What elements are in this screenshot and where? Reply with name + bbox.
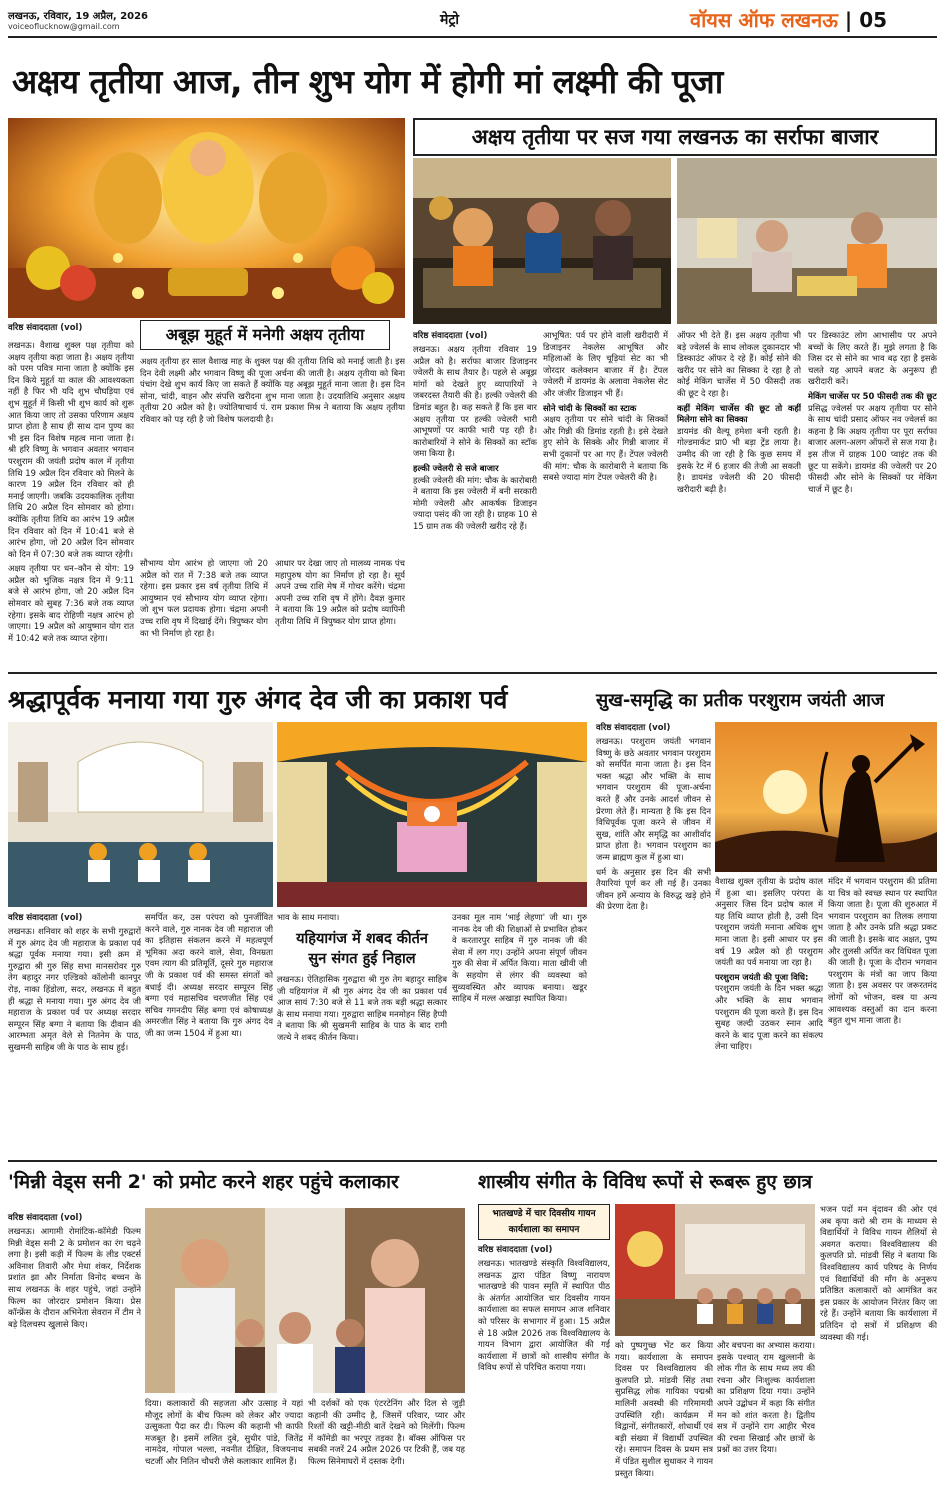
- laxmi-puja-image: [8, 118, 405, 318]
- sarafa-col1b-text: हल्की ज्वेलरी की मांग: चौक के कारोबारी ने बताया कि इस ज्वेलरी में बनी सरकारी मोमी ज्वेलरी और आकर्षक डिजाइन ज्यादा पसंद की जा रही है। ग्राहक 10 से 15 ग्राम तक की ज्वेलरी खरीद रहे हैं।: [413, 474, 537, 531]
- lead-col1-text: लखनऊ। वैशाख शुक्ल पक्ष तृतीया को अक्षय तृतीया कहा जाता है। अक्षय तृतीया को परम पवित्र माना जाता है क्योंकि इस दिन किये मुहूर्त या काल की आवश्यकता नहीं है फिर भी यदि शुभ चौघड़िया एवं शुभ मुहूर्त में किसी भी शुभ कार्य को शुरू आत किया जाए तो उसका परिणाम अक्षय प्राप्त होता है साथ ही साथ दान पुण्य का भी इस दिन विशेष महत्व माना जाता है। श्री हरि विष्णु के भगवान अवतार भगवान परशुराम की जयंती प्रदोष काल में तृतीया तिथि 19 अप्रैल दिन रविवार को मिलने के कारण 19 अप्रैल दिन रविवार को ही मनाई जाएगी। जबकि उदयकालिक तृतीया तिथि 20 अप्रैल दिन सोमवार को होगा। क्योंकि तृतीया तिथि का आरंभ 19 अप्रैल दिन रविवार को दिन में 10:41 बजे से आरंभ होगा, जो 20 अप्रैल दिन सोमवार को दिन में 07:30 बजे तक व्याप्त रहेगी।: [8, 340, 134, 559]
- sarafa-byline: वरिष्ठ संवाददाता (vol): [413, 331, 488, 341]
- music-col2: को पुष्पगुच्छ भेंट कर किया गया। कार्यशाला के समापन दिवस पर विश्वविद्यालय की कुलपति प्रो. मांडवी सिंह तथा सुप्रसिद्ध लोक गायिका पद्मश्री मालिनी अवस्थी की गरिमामयी उपस्थिति रही। कार्यक्रम में विद्वानों, संगीतकारों, शोधार्थी एवं बड़ी संख्या में विद्यार्थी उपस्थित रहे। समापन दिवस के प्रथम सत्र में पंडित सुशील सुधाकर ने गायन प्रस्तुत किया।: [615, 1340, 713, 1478]
- lead-col1: [8, 340, 134, 666]
- gurudwara-decor-image: [277, 722, 587, 907]
- sarafa-col4b-text: प्रसिद्ध ज्वेलर्स पर अक्षय तृतीया पर सोने के साथ चांदी प्रसाद ऑफर नव ज्वेलर्स का कहना है कि अक्षय तृतीया पर पूरा सर्राफा बाजार अलग-अलग ऑफरों से सज गया है। इस तीज में ग्राहक 100 प्वाइंट तक की छूट पा सकेंगे। डायमंड की ज्वेलरी पर 20 फीसदी और सोने के सिक्कों पर मेकिंग चार्ज में छूट है।: [808, 402, 937, 494]
- brand-logo: वॉयस ऑफ लखनऊ | 05: [690, 8, 888, 32]
- music-col1: लखनऊ। भातखण्डे संस्कृति विश्वविद्यालय, लखनऊ द्वारा पंडित विष्णु नारायण भातखण्डे की पावन स्मृति में स्थापित पीठ के अंतर्गत आयोजित चार दिवसीय गायन कार्यशाला का सफल समापन आज शनिवार को परिसर के सभागार में हुआ। 15 अप्रैल से 18 अप्रैल 2026 तक विश्वविद्यालय के गायन विभाग द्वारा आयोजित की गई कार्यशाला में छात्रों को शास्त्रीय संगीत के विविध रूपों से परिचित कराया गया।: [478, 1258, 610, 1373]
- laxmi-puja-photo: [8, 118, 405, 318]
- sarafa-col3-text: ऑफर भी देते हैं। इस अक्षय तृतीया भी बड़े ज्वेलर्स के साथ लोकल दुकानदार भी डिस्काउंट ऑफर दे रहे हैं। कोई सोने की खरीद पर सोने का सिक्का दे रहा है तो कोई मेकिंग चार्जेस में 50 फीसदी तक की छूट दे रहा है।: [677, 330, 801, 398]
- sarafa-col2-subhead: सोने चांदी के सिक्कों का स्टाक: [543, 402, 637, 413]
- sarafa-col4-text: पर डिस्काउंट लोग आभासीय पर अपने बच्चों के लिए करते हैं। मुझे लगता है कि जिस दर से सोने का भाव बढ़ रहा है इसके चलते यह आपने बजट के अनुरूप ही खरीदारी करें।: [808, 330, 937, 387]
- lead-byline: वरिष्ठ संवाददाता (vol): [8, 323, 83, 333]
- sikh-col2: समर्पित कर, उस परंपरा को पुनर्जीवित करने वाले, गुरु नानक देव जी महाराज जी का इतिहास संकलन करने में महत्वपूर्ण भूमिका अदा करने वाले, सेवा, विनम्रता एवम त्याग की प्रतिमूर्ति, दूसरे गुरु महाराज जी के प्रकाश पर्व की समस्त संगतों को बधाई दी। अध्यक्ष सरदार सम्पूरन सिंह बग्गा एवं महासचिव चरणजीत सिंह एवं सचिव गगनदीप सिंह बग्गा एवं कोषाध्यक्ष अमरजीत सिंह ने बताया कि गुरु अंगद देव जी का जन्म 1504 में हुआ था।: [145, 912, 273, 1038]
- sikh-col1: लखनऊ। शनिवार को शहर के सभी गुरुद्वारों में गुरु अंगद देव जी महाराज के प्रकाश पर्व श्रद्धा पूर्वक मनाया गया। इसी क्रम में गुरुद्वारा श्री गुरु सिंह सभा मानसरोवर गुरु तेग बहादुर नगर एल्डिको कॉलोनी कानपुर रोड़, नाका हिंडोला, सदर, लखनऊ में बहुत ही श्रद्धा से मनाया गया। गुरु अंगद देव जी महाराज के प्रकाश पर्व पर अध्यक्ष सरदार सम्पूरन सिंह बग्गा ने बताया कि दीवान की आरम्भता अमृत वेले से नितनेम के पाठ, सुखमनी साहिब जी के पाठ के साथ हुई।: [8, 926, 141, 1052]
- gurudwara-kirtan-image: [8, 722, 273, 907]
- gurudwara-photo-2: [277, 722, 587, 907]
- parshuram-col2: [715, 876, 823, 1152]
- minni-headline: 'मिन्नी वेड्स सनी 2' को प्रमोट करने शहर पहुंचे कलाकार: [8, 1171, 399, 1193]
- sikh-col4: उनका मूल नाम 'भाई लेहणा' जी था। गुरु नानक देव जी की शिक्षाओं से प्रभावित होकर वे करतारपुर साहिब में गुरु नानक जी की सेवा में लग गए। उन्होंने अपना संपूर्ण जीवन गुरु की सेवा में अर्पित किया। माता खीवी जी के सहयोग से लंगर की व्यवस्था को सुव्यवस्थित और व्यापक बनाया। खडूर साहिब में मल्ल अखाड़ा स्थापित किया।: [452, 912, 587, 1004]
- minni-byline: वरिष्ठ संवाददाता (vol): [8, 1213, 83, 1223]
- section-label: मेट्रो: [440, 12, 460, 28]
- sarafa-col3-subhead: कहीं मेकिंग चार्जेस की छूट तो कहीं मिलेगा सोने का सिक्का: [677, 402, 801, 425]
- page-number: 05: [859, 8, 888, 32]
- sikh-subhead-1: यहियागंज में शबद कीर्तन: [296, 931, 428, 947]
- minni-col1: लखनऊ। आगामी रोमांटिक-कॉमेडी फिल्म मिन्नी वेड्स सनी 2 के प्रमोशन का रंग चढ़ने लगा है। इसी कड़ी में फिल्म के लीड एक्टर्स अविनाश तिवारी और मेधा शंकर, निर्देशक प्रशांत झा और निर्माता विनोद बच्चन के साथ लखनऊ के शहर पहुंचे, जहां उन्होंने फिल्म का जोरदार प्रमोशन किया। प्रेस कॉन्फ्रेंस के दौरान अभिनेता सेवरान में टीम ने बड़े दिलचस्प खुलासे किए।: [8, 1226, 141, 1329]
- sarafa-photo-1: [413, 158, 671, 324]
- music-col3: और बचपना का अभ्यास कराया। इसके पश्चात् राम खुल्लानी के लोक गीत के साथ मध्य लय की रचना और निःशुल्क कार्यशाला का प्रशिक्षण दिया गया। उन्होंने अपने उद्बोधन में कहा कि संगीत मन को शांत करता है। द्वितीय सत्र में उन्होंने राग आहीर भैरव की रचना सिखाई और छात्रों के प्रश्नों का उत्तर दिया।: [717, 1340, 815, 1455]
- parshuram-col1-text: लखनऊ। परशुराम जयंती भगवान विष्णु के छठे अवतार भगवान परशुराम को समर्पित माना जाता है। इस दिन भक्त श्रद्धा और भक्ति के साथ भगवान परशुराम की पूजा-अर्चना करते हैं और उनके आदर्श जीवन से प्रेरणा लेते हैं। मान्यता है कि इस दिन विधिपूर्वक पूजा करने से जीवन में सुख, शांति और समृद्धि का आशीर्वाद प्राप्त होता है। भगवान परशुराम का जन्म ब्राह्मण कुल में हुआ था।: [596, 736, 711, 862]
- sikh-byline: वरिष्ठ संवाददाता (vol): [8, 913, 83, 923]
- sikh-headline: श्रद्धापूर्वक मनाया गया गुरु अंगद देव जी का प्रकाश पर्व: [8, 685, 508, 714]
- sarafa-col2: [543, 330, 668, 666]
- lead-col3: सौभाग्य योग आरंभ हो जाएगा जो 20 अप्रैल को रात में 7:38 बजे तक व्याप्त रहेगा। इस प्रकार इस वर्ष तृतीया तिथि में आयुष्मान एवं सौभाग्य योग व्याप्त रहेगा। जो शुभ फल प्रदायक होगा। चंद्रमा अपनी उच्च राशि वृष में दिखाई देंगे। त्रिपुष्कर योग का भी निर्माण हो रहा है।: [140, 558, 268, 638]
- lead-col2: अक्षय तृतीया हर साल वैशाख माह के शुक्ल पक्ष की तृतीया तिथि को मनाई जाती है। इस दिन देवी लक्ष्मी और भगवान विष्णु की पूजा अर्चना की जाती है। अक्षय तृतीया को बिना पंचांग देखे शुभ कार्य किए जा सकते हैं क्योंकि यह अबूझ मुहूर्त माना जाता है। इस दिन सोना, चांदी, वाहन और संपत्ति खरीदना शुभ माना जाता है। उदयातिथि अनुसार अक्षय तृतीया 20 अप्रैल को है। ज्योतिषाचार्य पं. राम प्रकाश मिश्र ने बताया कि अक्षय तृतीया रविवार को पड़ रही है जो विशेष फलदायी है।: [140, 356, 405, 424]
- parshuram-col1: [596, 736, 711, 1152]
- section-rule-2: [8, 1160, 937, 1162]
- sarafa-headline: अक्षय तृतीया पर सज गया लखनऊ का सर्राफा बाजार: [471, 125, 879, 149]
- parshuram-col2b-text: परशुराम जयंती के दिन भक्त श्रद्धा और भक्ति के साथ भगवान परशुराम की पूजा करते हैं। इस दिन सुबह जल्दी उठकर स्नान आदि करने के बाद पूजा करने का संकल्प लेना चाहिए।: [715, 983, 823, 1052]
- parshuram-col3: मंदिर में भगवान परशुराम की प्रतिमा या चित्र को स्वच्छ स्थान पर स्थापित किया जाता है। पूजा की शुरुआत में भगवान परशुराम का तिलक लगाया जाता है और उनके प्रति श्रद्धा प्रकट की जाती है। इसके बाद अक्षत, पुष्प और तुलसी अर्पित कर विधिवत पूजा की जाती है। पूजा के दौरान भगवान परशुराम के मंत्रों का जाप किया जाता है। इस अवसर पर जरूरतमंद लोगों को भोजन, वस्त्र या अन्य आवश्यक वस्तुओं का दान करना बहुत शुभ माना जाता है।: [828, 876, 937, 1026]
- masthead-date: लखनऊ, रविवार, 19 अप्रैल, 2026: [8, 11, 149, 22]
- parshuram-col2-subhead: परशुराम जयंती की पूजा विधि:: [715, 971, 809, 982]
- parshuram-col1b-text: धर्म के अनुसार इस दिन की सभी तैयारियां पूर्ण कर ली गई हैं। उनका जीवन हमें अन्याय के विरुद्ध खड़े होने की प्रेरणा देता है।: [596, 866, 711, 912]
- minni-photo: [145, 1208, 465, 1393]
- parshuram-silhouette-image: [715, 722, 937, 872]
- parshuram-photo: [715, 722, 937, 872]
- music-sidebar-text: भातखण्डे में चार दिवसीय गायन कार्यशाला का समापन: [492, 1209, 596, 1235]
- lead-col1b-text: अक्षय तृतीया पर धन–कौन से योग: 19 अप्रैल को भुजिक नक्षत्र दिन में 9:11 बजे से आरंभ होगा, जो 20 अप्रैल दिन सोमवार को सुबह 7:36 बजे तक व्याप्त रहेगा। इसके बाद रोहिणी नक्षत्र आरंभ हो जाएगा। 19 अप्रैल को आयुष्मान योग रात में 10:42 बजे तक व्याप्त रहेगा।: [8, 563, 134, 643]
- music-photo: [615, 1204, 815, 1336]
- lead-subhead-box: [140, 320, 390, 350]
- music-col4: भजन पदों मन वृंदावन की ओर एवं अब कृपा करो श्री राम के माध्यम से विद्यार्थियों ने विविध गायन शैलियों से अवगत कराया। विश्वविद्यालय की कुलपति प्रो. मांडवी सिंह ने बताया कि विश्वविद्यालय कार्य परिषद के निर्णय एवं विद्यार्थियों की माँग के अनुरूप प्रतिष्ठित कलाकारों को आमंत्रित कर इस प्रकार के आयोजन निरंतर किए जा रहे हैं। उन्होंने बताया कि कार्यशाला में प्रतिदिन दो सत्रों में प्रशिक्षण की व्यवस्था की गई।: [820, 1204, 937, 1342]
- music-byline: वरिष्ठ संवाददाता (vol): [478, 1245, 553, 1255]
- sarafa-col4-subhead: मेकिंग चार्जेस पर 50 फीसदी तक की छूट: [808, 390, 937, 401]
- sarafa-col1-subhead: हल्की ज्वेलरी से सजे बाजार: [413, 462, 499, 473]
- sarafa-col1-text: लखनऊ। अक्षय तृतीया रविवार 19 अप्रैल को है। सर्राफा बाजार डिजाइनर ज्वेलरी के साथ तैयार है। पहले से अबूझ मांगों को देखते हुए व्यापारियों ने जबरदस्त तैयारी की है। हल्की ज्वेलरी की डिमांड बहुत है। कह सकते हैं कि इस बार अक्षय तृतीया पर हल्की ज्वेलरी भारी आभूषणों पर काफी भारी पड़ रही है। कारोबारियों ने सोने के सिक्कों का स्टॉक जमा किया है।: [413, 344, 537, 459]
- music-headline: शास्त्रीय संगीत के विविध रूपों से रूबरू हुए छात्र: [478, 1171, 813, 1193]
- sarafa-col3b-text: डायमंड की वैल्यू हमेशा बनी रहती है। गोल्डमार्कट प्रा0 भी बड़ा ट्रेंड लाया है। उम्मीद की जा रही है कि कुछ समय में इसके रेट में 6 हजार की तेजी आ सकती है। डायमंड ज्वेलरी की 20 फीसदी खरीदारी बढ़ी है।: [677, 425, 801, 494]
- parshuram-byline: वरिष्ठ संवाददाता (vol): [596, 723, 671, 733]
- masthead-rule: [8, 36, 937, 38]
- sarafa-col2b-text: अक्षय तृतीया पर सोने चांदी के सिक्कों और गिन्नी की डिमांड रहती है। इसे देखते हुए सोने के सिक्के और गिन्नी बाजार में सभी दुकानों पर आ गए हैं। टेंपल ज्वेलरी की मांग: चौक के कारोबारी ने बताया कि सबसे ज्यादा मांग टेंपल ज्वेलरी की है।: [543, 414, 668, 483]
- sikh-col3a: भाव के साथ मनाया।: [277, 912, 340, 922]
- lead-headline: अक्षय तृतीया आज, तीन शुभ योग में होगी मां लक्ष्मी की पूजा: [12, 62, 723, 101]
- film-cast-image: [145, 1208, 465, 1393]
- sikh-col3: लखनऊ। ऐतिहासिक गुरुद्वारा श्री गुरु तेग बहादुर साहिब जी यहियागंज में श्री गुरु अंगद देव जी का प्रकाश पर्व आज सायं 7:30 बजे से 11 बजे तक बड़ी श्रद्धा सत्कार के साथ मनाया गया। गुरुद्वारा साहिब मनमोहन सिंह हैप्पी ने बताया कि श्री सुखमनी साहिब के पाठ के बाद रागी जत्थे ने शबद कीर्तन किया।: [277, 974, 447, 1042]
- music-workshop-image: [615, 1204, 815, 1336]
- masthead-email: voiceoflucknow@gmail.com: [8, 22, 120, 31]
- sarafa-headline-box: [413, 118, 937, 156]
- music-sidebar-box: [478, 1204, 610, 1240]
- sikh-subhead-2: सुन संगत हुई निहाल: [308, 951, 416, 967]
- section-rule-1: [8, 672, 937, 674]
- minni-col2: दिया। कलाकारों की सहजता और उत्साह ने यहां मौजूद लोगों के बीच फिल्म को लेकर और ज्यादा उत्सुकता पैदा कर दी। फिल्म की कहानी भी काफी मजबूत है। इसमें ललित दुबे, सुधीर पांडे, जितेंद्र नामदेव, गोपाल भल्ला, नवनीत दीक्षित, विजयनाथ चटर्जी और नितिन चौधरी जैसे कलाकार शामिल हैं।: [145, 1398, 303, 1466]
- gurudwara-photo-1: [8, 722, 273, 907]
- jewellery-shop-image-2: [677, 158, 937, 324]
- brand-name: वॉयस ऑफ लखनऊ: [690, 8, 838, 32]
- parshuram-headline: सुख-समृद्धि का प्रतीक परशुराम जयंती आज: [596, 690, 885, 711]
- parshuram-col2-text: वैशाख शुक्ल तृतीया के प्रदोष काल में हुआ था। इसलिए परंपरा के अनुसार जिस दिन प्रदोष काल में यह तिथि व्याप्त होती है, उसी दिन परशुराम जयंती मनाना अधिक शुभ माना जाता है। इसी आधार पर इस वर्ष 19 अप्रैल को ही परशुराम जयंती का पर्व मनाया जा रहा है।: [715, 876, 823, 968]
- sarafa-col2-text: आभूषित: पर्व पर होने वाली खरीदारी में डिजाइनर नेकलेस आभूषित और महिलाओं के लिए चूड़ियां सेट का भी जोरदार कलेक्शन बाजार में है। टेंपल ज्वेलरी में डायमंड के अलावा नेकलेस सेट और जंजीर डिजाइन भी हैं।: [543, 330, 668, 398]
- sarafa-col3: [677, 330, 801, 666]
- sarafa-photo-2: [677, 158, 937, 324]
- sarafa-col1: [413, 344, 537, 666]
- lead-col4: आधार पर देखा जाए तो मालव्य नामक पंच महापुरुष योग का निर्माण हो रहा है। सूर्य अपने उच्च राशि मेष में गोचर करेंगे। चंद्रमा अपनी उच्च राशि वृष में होंगे। दैवज्ञ कुमार ने बताया कि 19 अप्रैल को प्रदोष व्यापिनी तृतीया तिथि में त्रिपुष्कर योग प्राप्त होगा।: [275, 558, 405, 626]
- minni-col3: भी दर्शकों को एक एंटरटेनिंग और दिल से जुड़ी कहानी की उम्मीद है, जिसमें परिवार, प्यार और रिश्तों की खट्टी-मीठी बातें देखने को मिलेंगी। फिल्म में कॉमेडी का भरपूर तड़का है। बॉक्स ऑफिस पर सबकी नजरें 24 अप्रैल 2026 पर टिकी हैं, जब यह फिल्म सिनेमाघरों में दस्तक देगी।: [308, 1398, 465, 1466]
- jewellery-shop-image-1: [413, 158, 671, 324]
- sarafa-col4: [808, 330, 937, 666]
- lead-subhead: अबूझ मुहूर्त में मनेगी अक्षय तृतीया: [165, 325, 365, 344]
